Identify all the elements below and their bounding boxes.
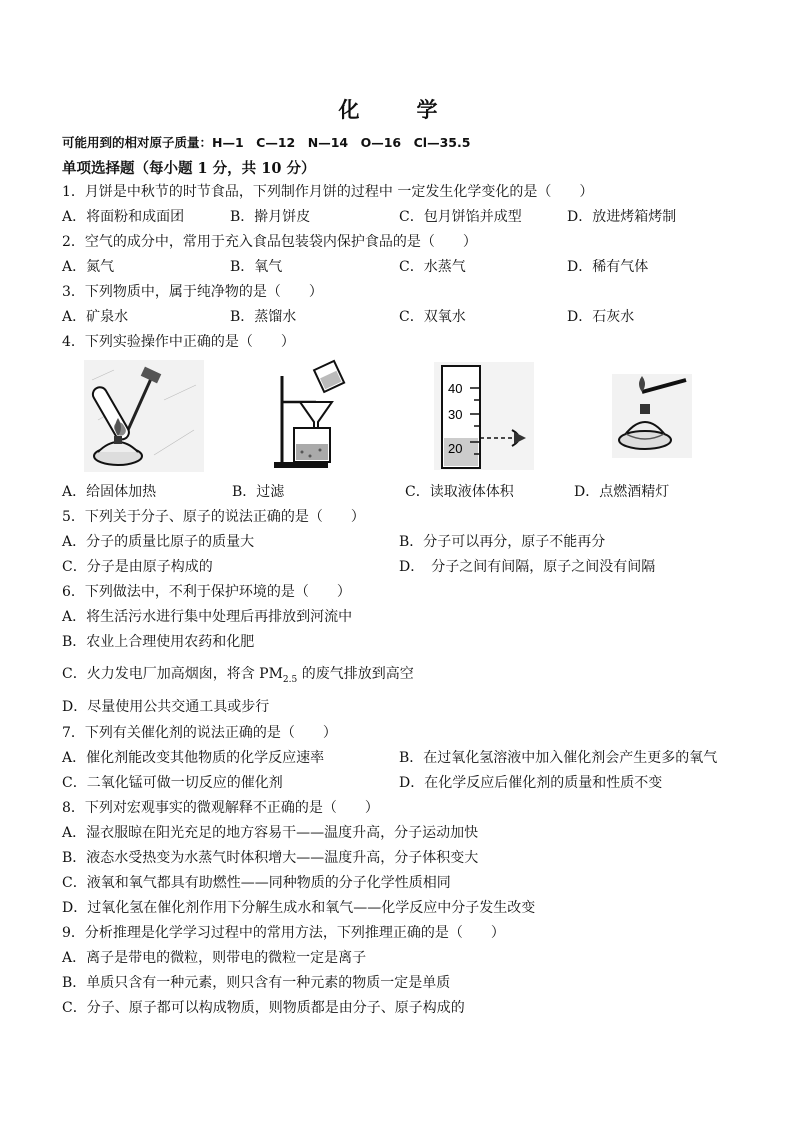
q2-option-c: C．水蒸气 [399, 259, 466, 275]
question-1-stem: 1．月饼是中秋节的时节食品，下列制作月饼的过程中 一定发生化学变化的是（ ） [62, 184, 594, 200]
q2-option-a: A．氮气 [62, 259, 115, 275]
q9-option-b: B．单质只含有一种元素，则只含有一种元素的物质一定是单质 [62, 975, 451, 991]
atomic-masses: 可能用到的相对原子质量：H—1 C—12 N—14 O—16 Cl—35.5 [62, 135, 471, 150]
q1-option-c: C．包月饼馅并成型 [399, 209, 522, 225]
q5-option-c: C．分子是由原子构成的 [62, 559, 213, 575]
q8-option-b: B．液态水受热变为水蒸气时体积增大——温度升高，分子体积变大 [62, 850, 479, 866]
q4-option-a: A．给固体加热 [62, 484, 157, 500]
q3-option-c: C．双氧水 [399, 309, 466, 325]
q8-option-a: A．湿衣服晾在阳光充足的地方容易干——温度升高，分子运动加快 [62, 825, 479, 841]
cylinder-tick-20: 20 [448, 441, 463, 456]
q2-option-b: B．氧气 [230, 259, 283, 275]
page-title: 化 学 [338, 97, 456, 122]
figure-reading-volume [434, 362, 534, 470]
question-4-stem: 4．下列实验操作中正确的是（ ） [62, 334, 295, 350]
q3-option-a: A．矿泉水 [62, 309, 129, 325]
q7-option-b: B．在过氧化氢溶液中加入催化剂会产生更多的氧气 [399, 750, 718, 766]
cylinder-tick-30: 30 [448, 407, 463, 422]
q5-option-a: A．分子的质量比原子的质量大 [62, 534, 255, 550]
q5-option-d: D． 分子之间有间隔，原子之间没有间隔 [399, 559, 656, 575]
figure-filtration [270, 358, 350, 470]
question-8-stem: 8．下列对宏观事实的微观解释不正确的是（ ） [62, 800, 379, 816]
question-9-stem: 9．分析推理是化学学习过程中的常用方法，下列推理正确的是（ ） [62, 925, 505, 941]
q7-option-d: D．在化学反应后催化剂的质量和性质不变 [399, 775, 663, 791]
q4-option-d: D．点燃酒精灯 [574, 484, 670, 500]
cylinder-tick-40: 40 [448, 381, 463, 396]
q7-option-c: C．二氧化锰可做一切反应的催化剂 [62, 775, 283, 791]
q1-option-a: A．将面粉和成面团 [62, 209, 185, 225]
figure-lighting-lamp [612, 374, 692, 458]
q3-option-b: B．蒸馏水 [230, 309, 297, 325]
q6-option-b: B．农业上合理使用农药和化肥 [62, 634, 255, 650]
q7-option-a: A．催化剂能改变其他物质的化学反应速率 [62, 750, 325, 766]
q8-option-c: C．液氧和氧气都具有助燃性——同种物质的分子化学性质相同 [62, 875, 451, 891]
question-6-stem: 6．下列做法中，不利于保护环境的是（ ） [62, 584, 351, 600]
q1-option-b: B．擀月饼皮 [230, 209, 311, 225]
q4-option-c: C．读取液体体积 [405, 484, 514, 500]
q6-option-d: D．尽量使用公共交通工具或步行 [62, 699, 270, 715]
q9-option-a: A．离子是带电的微粒，则带电的微粒一定是离子 [62, 950, 367, 966]
q9-option-c: C．分子、原子都可以构成物质，则物质都是由分子、原子构成的 [62, 1000, 465, 1016]
q1-option-d: D．放进烤箱烤制 [567, 209, 677, 225]
question-3-stem: 3．下列物质中，属于纯净物的是（ ） [62, 284, 323, 300]
figure-heating-solid [84, 360, 204, 472]
question-5-stem: 5．下列关于分子、原子的说法正确的是（ ） [62, 509, 365, 525]
q6-option-a: A．将生活污水进行集中处理后再排放到河流中 [62, 609, 353, 625]
q4-option-b: B．过滤 [232, 484, 285, 500]
q6-option-c: C．火力发电厂加高烟囱，将含 $PM_{2.5}$ 的废气排放到高空 [62, 666, 414, 685]
question-7-stem: 7．下列有关催化剂的说法正确的是（ ） [62, 725, 337, 741]
question-2-stem: 2．空气的成分中，常用于充入食品包装袋内保护食品的是（ ） [62, 234, 477, 250]
section-heading: 单项选择题（每小题 1 分，共 10 分） [62, 160, 316, 177]
q8-option-d: D．过氧化氢在催化剂作用下分解生成水和氧气——化学反应中分子发生改变 [62, 900, 536, 916]
q5-option-b: B．分子可以再分，原子不能再分 [399, 534, 606, 550]
q2-option-d: D．稀有气体 [567, 259, 649, 275]
q3-option-d: D．石灰水 [567, 309, 635, 325]
